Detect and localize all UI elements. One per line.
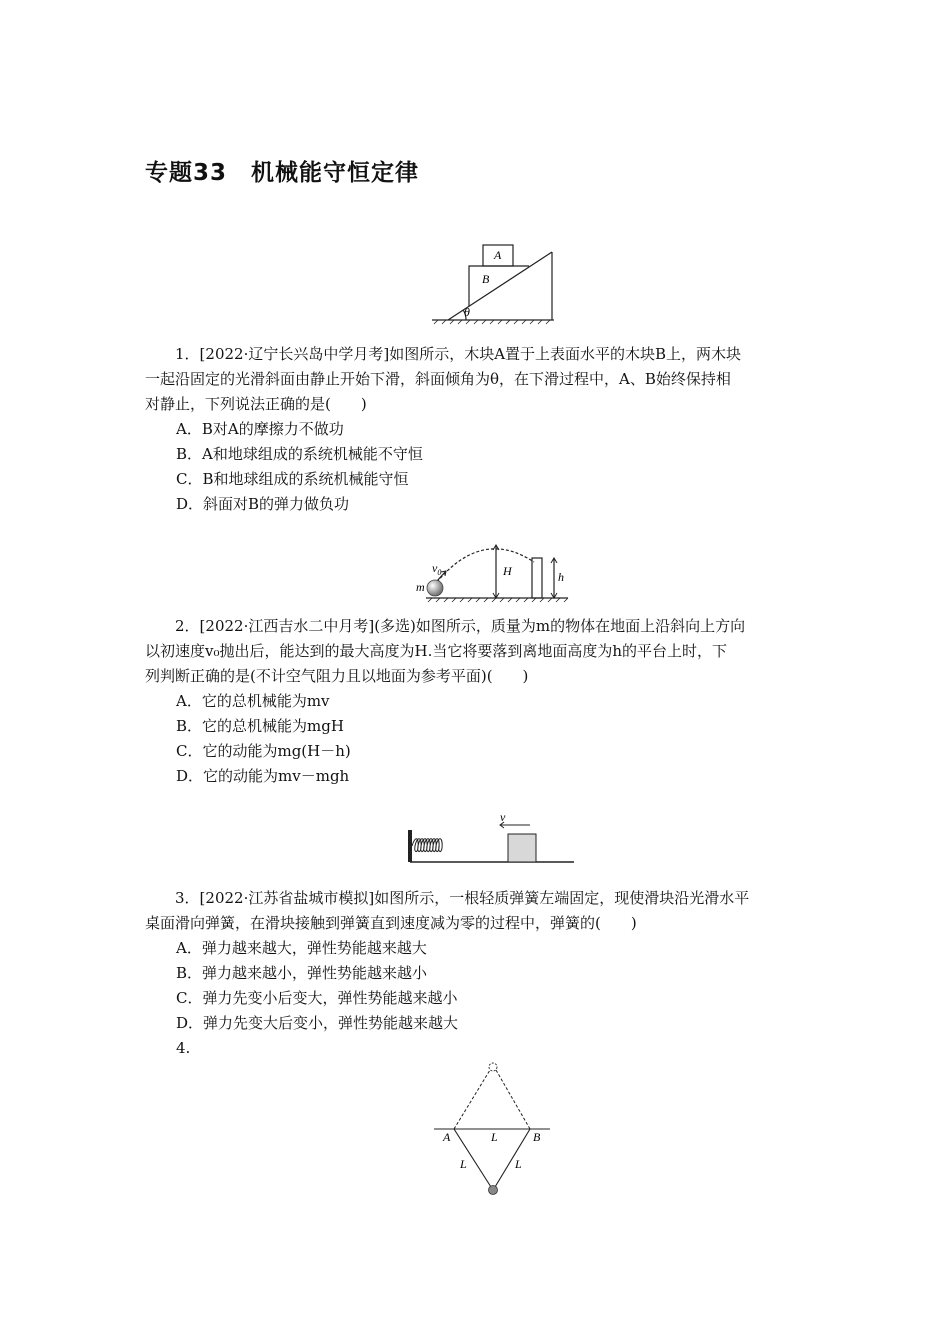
block-a-label: A xyxy=(494,248,502,262)
length-label-top: L xyxy=(491,1130,498,1144)
question-2-stem: 2．[2022·江西吉水二中月考](多选)如图所示，质量为m的物体在地面上沿斜向上方向 以初速度v₀抛出后，能达到的最大高度为H.当它将要落到离地面高度为h的平台上时，下 列判断正确的是(不计空气阻力且以地面为参考平面)( ) xyxy=(145,617,746,685)
q2-option-d: D．它的动能为mv－mgh xyxy=(176,767,350,785)
velocity-label: $v_0$ xyxy=(432,561,442,577)
sliding-block xyxy=(508,834,536,862)
page-title: 专题33 机械能守恒定律 xyxy=(145,160,420,186)
q2-option-c: C．它的动能为mg(H－h) xyxy=(176,742,351,760)
incline-blocks-figure xyxy=(428,240,558,326)
question-1-stem: 1．[2022·辽宁长兴岛中学月考]如图所示，木块A置于上表面水平的木块B上，两木块 一起沿固定的光滑斜面由静止开始下滑，斜面倾角为θ，在下滑过程中，A、B始终保持相 对静止，下列说法正确的是( ) xyxy=(145,345,742,413)
q1-option-a: A．B对A的摩擦力不做功 xyxy=(176,420,344,438)
spring-block-figure xyxy=(404,808,580,868)
block-b-label: B xyxy=(482,272,490,286)
q1-option-b: B．A和地球组成的系统机械能不守恒 xyxy=(176,445,423,463)
ball-top-dashed xyxy=(489,1063,497,1071)
angle-label: θ xyxy=(464,305,470,319)
spring xyxy=(412,839,442,852)
point-b-label: B xyxy=(533,1130,541,1144)
length-label-right: L xyxy=(515,1157,522,1171)
mass-label: m xyxy=(416,580,425,594)
question-3-stem: 3．[2022·江苏省盐城市模拟]如图所示，一根轻质弹簧左端固定，现使滑块沿光滑水平 桌面滑向弹簧，在滑块接触到弹簧直到速度减为零的过程中，弹簧的( ) xyxy=(145,889,750,932)
velocity-label: v xyxy=(500,810,506,824)
q1-option-c: C．B和地球组成的系统机械能守恒 xyxy=(176,470,409,488)
max-height-label: H xyxy=(503,564,512,578)
q3-option-d: D．弹力先变大后变小，弹性势能越来越大 xyxy=(176,1014,459,1032)
pendulum-figure xyxy=(430,1058,554,1198)
q2-option-a: A．它的总机械能为mv xyxy=(176,692,330,710)
projectile-figure xyxy=(412,538,572,606)
q3-option-a: A．弹力越来越大，弹性势能越来越大 xyxy=(176,939,427,957)
q2-option-b: B．它的总机械能为mgH xyxy=(176,717,344,735)
q3-option-b: B．弹力越来越小，弹性势能越来越小 xyxy=(176,964,428,982)
ball xyxy=(427,580,443,596)
ball-bottom xyxy=(489,1186,498,1195)
q1-option-d: D．斜面对B的弹力做负功 xyxy=(176,495,350,513)
platform xyxy=(532,558,542,598)
platform-height-label: h xyxy=(558,570,564,584)
point-a-label: A xyxy=(443,1130,451,1144)
question-4-number: 4. xyxy=(176,1039,191,1057)
length-label-left: L xyxy=(460,1157,467,1171)
q3-option-c: C．弹力先变小后变大，弹性势能越来越小 xyxy=(176,989,458,1007)
